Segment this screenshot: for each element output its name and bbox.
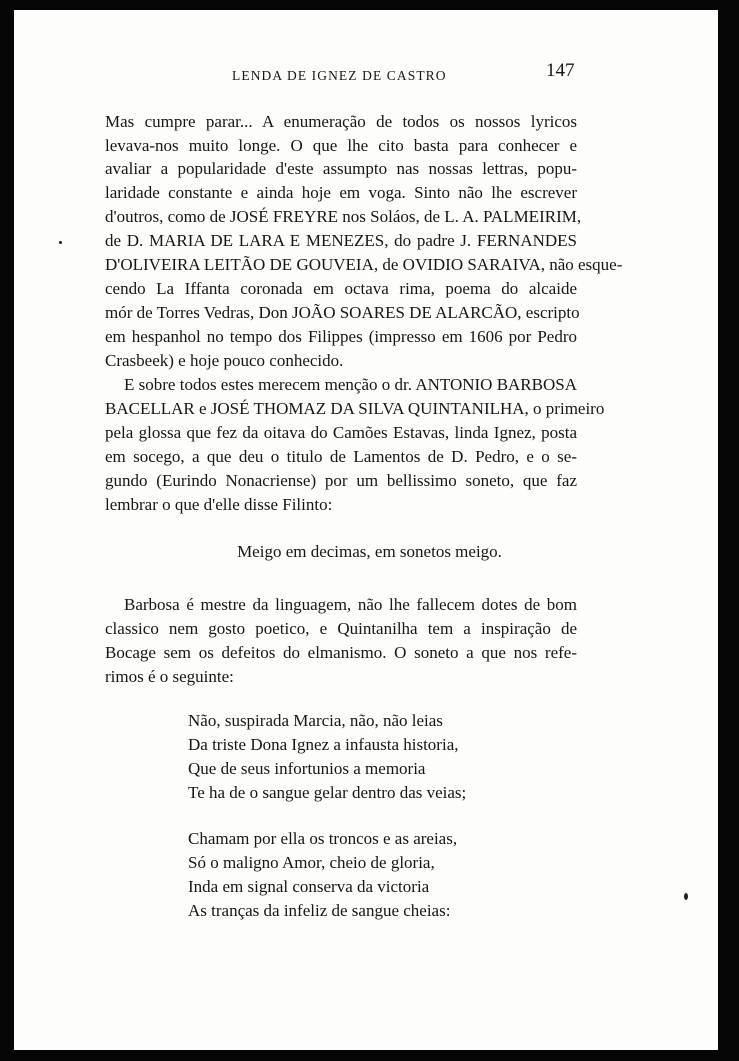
running-title: LENDA DE IGNEZ DE CASTRO	[232, 68, 447, 83]
paragraph3-line: Barbosa é mestre da linguagem, não lhe fallecem dotes de bom	[124, 595, 577, 614]
scan-speck	[59, 241, 62, 244]
sonnet-line: Da triste Dona Ignez a infausta historia,	[188, 735, 459, 754]
paragraph1-line: mór de Torres Vedras, Don JOÃO SOARES DE ALARCÃO, escripto	[105, 303, 580, 322]
paragraph1-line: d'outros, como de JOSÉ FREYRE nos Soláos, de L. A. PALMEIRIM,	[105, 207, 582, 226]
paragraph2-line: BACELLAR e JOSÉ THOMAZ DA SILVA QUINTANILHA, o primeiro	[105, 399, 605, 418]
paragraph2-line: em socego, a que deu o titulo de Lamentos de D. Pedro, e o se-	[105, 447, 577, 466]
sonnet-line: As tranças da infeliz de sangue cheias:	[188, 901, 451, 920]
sonnet-line: Que de seus infortunios a memoria	[188, 759, 426, 778]
page-number: 147	[546, 60, 575, 81]
sonnet-line: Inda em signal conserva da victoria	[188, 877, 430, 896]
paragraph1-line: cendo La Iffanta coronada em octava rima, poema do alcaide	[105, 279, 577, 298]
paragraph1-line: levava-nos muito longe. O que lhe cito basta para conhecer e	[105, 136, 577, 155]
scan-border-left	[0, 0, 14, 1061]
paragraph2-line: gundo (Eurindo Nonacriense) por um bellissimo soneto, que faz	[105, 471, 577, 490]
paragraph1-line: em hespanhol no tempo dos Filippes (impresso em 1606 por Pedro	[105, 327, 577, 346]
sonnet-line: Te ha de o sangue gelar dentro das veias;	[188, 783, 467, 802]
paragraph1-line: Crasbeek) e hoje pouco conhecido.	[105, 351, 344, 370]
paragraph1-line: D'OLIVEIRA LEITÃO DE GOUVEIA, de OVIDIO SARAIVA, não esque-	[105, 255, 623, 274]
paragraph2-line: E sobre todos estes merecem menção o dr. ANTONIO BARBOSA	[124, 375, 577, 394]
scan-border-bottom	[0, 1050, 739, 1061]
paragraph3-line: classico nem gosto poetico, e Quintanilha tem a inspiração de	[105, 619, 577, 638]
paragraph2-line: pela glossa que fez da oitava do Camões Estavas, linda Ignez, posta	[105, 423, 577, 442]
sonnet-line: Só o maligno Amor, cheio de gloria,	[188, 853, 435, 872]
paragraph1-line: laridade constante e ainda hoje em voga. Sinto não lhe escrever	[105, 183, 577, 202]
sonnet-line: Não, suspirada Marcia, não, não leias	[188, 711, 443, 730]
scan-border-top	[0, 0, 739, 10]
scan-speck	[684, 893, 688, 900]
paragraph3-line: rimos é o seguinte:	[105, 667, 234, 686]
scan-border-right	[718, 0, 739, 1061]
quoted-verse: Meigo em decimas, em sonetos meigo.	[237, 542, 502, 561]
sonnet-line: Chamam por ella os troncos e as areias,	[188, 829, 458, 848]
paragraph1-line: avaliar a popularidade d'este assumpto nas nossas lettras, popu-	[105, 159, 577, 178]
paragraph3-line: Bocage sem os defeitos do elmanismo. O soneto a que nos refe-	[105, 643, 577, 662]
paragraph2-line: lembrar o que d'elle disse Filinto:	[105, 495, 333, 514]
paragraph1-line: Mas cumpre parar... A enumeração de todos os nossos lyricos	[105, 112, 577, 131]
paragraph1-line: de D. MARIA DE LARA E MENEZES, do padre J. FERNANDES	[105, 231, 577, 250]
